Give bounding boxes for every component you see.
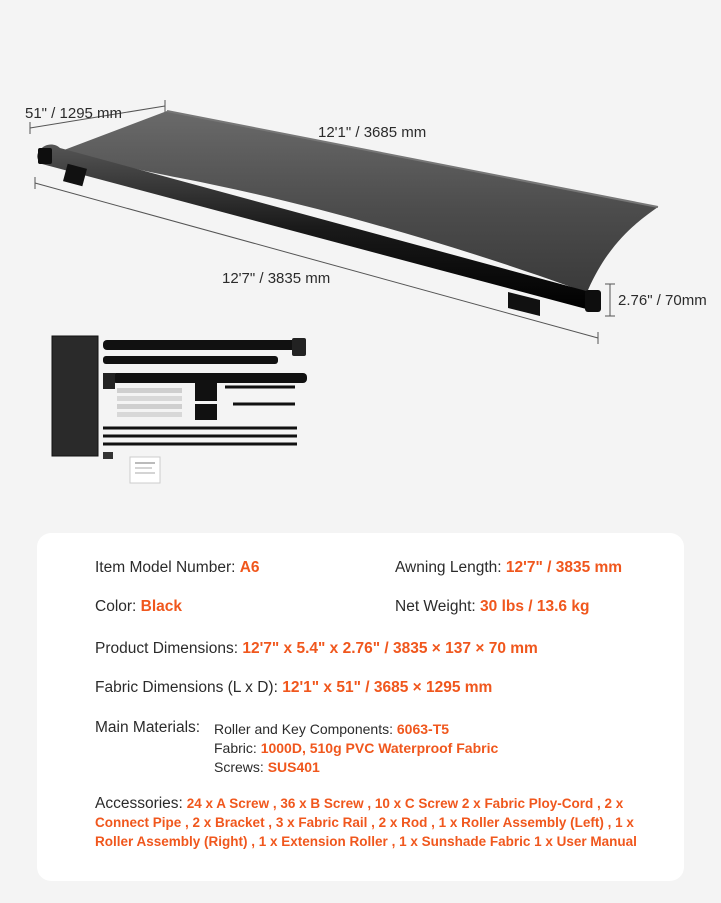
width-dimension-label: 51" / 1295 mm (25, 105, 123, 122)
material-value: SUS401 (267, 759, 320, 775)
user-manual (130, 457, 160, 483)
accessories-label: Accessories: (95, 795, 183, 812)
awning-length-label: Awning Length: (395, 559, 502, 576)
material-label: Fabric: (214, 740, 257, 756)
color-label: Color: (95, 598, 137, 615)
fabric-dimensions-row (95, 679, 492, 697)
model-number-row (95, 559, 260, 577)
material-label: Screws: (214, 759, 264, 775)
total-length-dimension-label: 12'7" / 3835 mm (222, 270, 331, 287)
main-materials-label: Main Materials: (95, 719, 201, 736)
connect-pipes (117, 412, 182, 417)
extension-roller (112, 373, 307, 383)
roller-part (103, 340, 303, 350)
accessories-value: 24 x A Screw , 36 x B Screw , 10 x C Screw 2 x Fabric Ploy-Cord , 2 x Connect Pipe , 2 x Bracket , 3 x Fabric Rail , 2 x Rod , 1 x Roller Assembly (Left) , 1 x Roller Assembly (Right) , 1 x Extension Roller , 1 x Sunshade Fabric 1 x User Manual (95, 796, 637, 849)
bracket-part (195, 383, 217, 401)
awning-length-value: 12'7" / 3835 mm (505, 559, 623, 576)
fabric-dimensions-value: 12'1" x 51" / 3685 × 1295 mm (282, 679, 493, 696)
main-materials-list (214, 720, 498, 777)
net-weight-value: 30 lbs / 13.6 kg (480, 598, 590, 615)
model-number-label: Item Model Number: (95, 559, 236, 576)
spec-card (37, 533, 684, 881)
product-dimensions-value: 12'7" x 5.4" x 2.76" / 3835 × 137 × 70 mm (242, 640, 538, 657)
accessories-block (95, 794, 655, 851)
right-bracket (508, 292, 540, 316)
product-dimensions-row (95, 640, 538, 658)
fabric-length-dimension-label: 12'1" / 3685 mm (318, 124, 427, 141)
fabric-dimensions-label: Fabric Dimensions (L x D): (95, 679, 278, 696)
material-item (214, 720, 498, 739)
awning-length-row (395, 559, 622, 577)
net-weight-row (395, 598, 589, 616)
material-label: Roller and Key Components: (214, 721, 393, 737)
height-dimension-label: 2.76" / 70mm (618, 292, 707, 309)
material-item (214, 758, 498, 777)
left-end-cap (38, 148, 52, 164)
color-row (95, 598, 182, 616)
material-item (214, 739, 498, 758)
rolled-fabric (52, 336, 98, 456)
material-value: 1000D, 510g PVC Waterproof Fabric (260, 740, 499, 756)
right-end-cap (585, 290, 601, 312)
product-dimensions-label: Product Dimensions: (95, 640, 239, 657)
net-weight-label: Net Weight: (395, 598, 476, 615)
material-value: 6063-T5 (396, 721, 450, 737)
color-value: Black (140, 598, 183, 615)
model-number-value: A6 (239, 559, 260, 576)
parts-kit (52, 336, 307, 483)
